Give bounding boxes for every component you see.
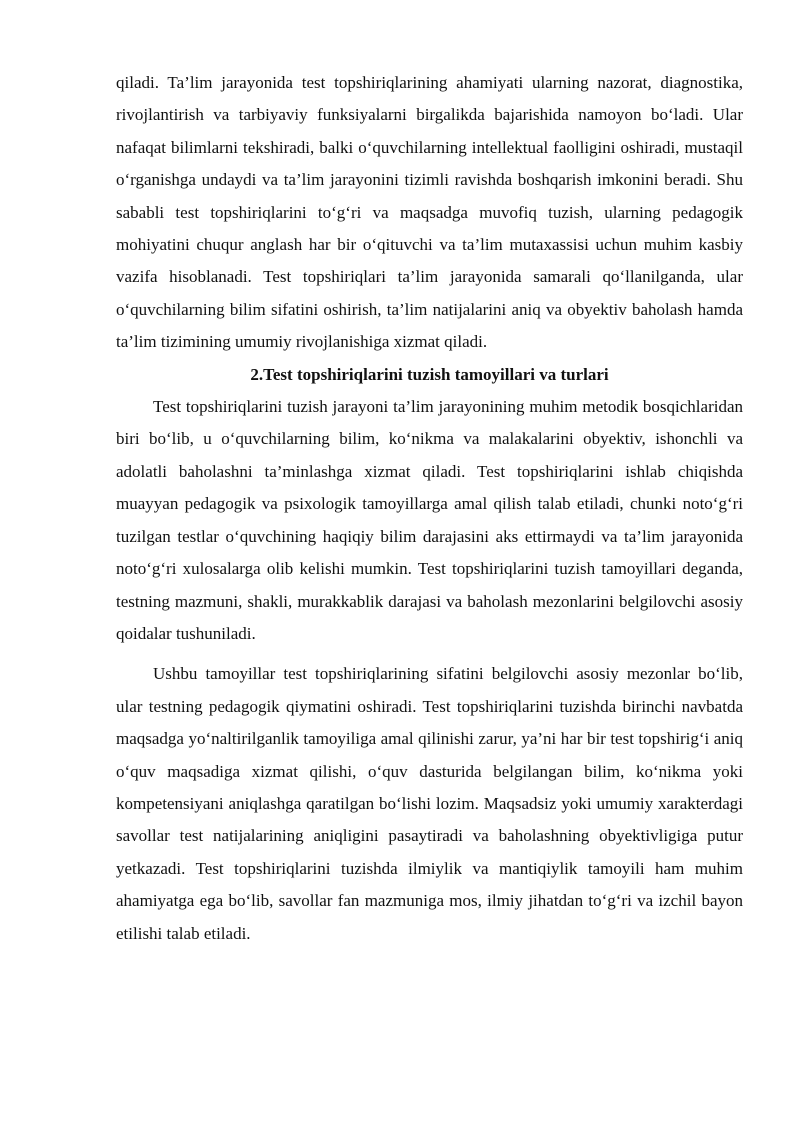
section-heading: 2.Test topshiriqlarini tuzish tamoyillari va turlari <box>250 364 609 384</box>
document-page <box>116 67 743 950</box>
paragraph-intro-continuation: qiladi. Ta’lim jarayonida test topshiriqlarining ahamiyati ularning nazorat, diagnostika, rivojlantirish va tarbiyaviy funksiyalarni birgalikda bajarishida namoyon bo‘ladi. Ular nafaqat bilimlarni tekshiradi, balki o‘quvchilarning intellektual faolligini oshiradi, mustaqil o‘rganishga undaydi va ta’lim jarayonini tizimli ravishda boshqarish imkonini beradi. Shu sababli test topshiriqlarini to‘g‘ri va maqsadga muvofiq tuzish, ularning pedagogik mohiyatini chuqur anglash har bir o‘qituvchi va ta’lim mutaxassisi uchun muhim kasbiy vazifa hisoblanadi. Test topshiriqlari ta’lim jarayonida samarali qo‘llanilganda, ular o‘quvchilarning bilim sifatini oshirish, ta’lim natijalarini aniq va obyektiv baholash hamda ta’lim tizimining umumiy rivojlanishiga xizmat qiladi. <box>116 73 743 352</box>
paragraph-principles-detail: Ushbu tamoyillar test topshiriqlarining sifatini belgilovchi asosiy mezonlar bo‘lib, ular testning pedagogik qiymatini oshiradi. Test topshiriqlarini tuzishda birinchi navbatda maqsadga yo‘naltirilganlik tamoyiliga amal qilinishi zarur, ya’ni har bir test topshirig‘i aniq o‘quv maqsadiga xizmat qilishi, o‘quv dasturida belgilangan bilim, ko‘nikma yoki kompetensiyani aniqlashga qaratilgan bo‘lishi lozim. Maqsadsiz yoki umumiy xarakterdagi savollar test natijalarining aniqligini pasaytiradi va baholashning obyektivligiga putur yetkazadi. Test topshiriqlarini tuzishda ilmiylik va mantiqiylik tamoyili ham muhim ahamiyatga ega bo‘lib, savollar fan mazmuniga mos, ilmiy jihatdan to‘g‘ri va izchil bayon etilishi talab etiladi. <box>116 664 743 943</box>
paragraph-principles-intro: Test topshiriqlarini tuzish jarayoni ta’lim jarayonining muhim metodik bosqichlaridan biri bo‘lib, u o‘quvchilarning bilim, ko‘nikma va malakalarini obyektiv, ishonchli va adolatli baholashni ta’minlashga xizmat qiladi. Test topshiriqlarini ishlab chiqishda muayyan pedagogik va psixologik tamoyillarga amal qilish talab etiladi, chunki noto‘g‘ri tuzilgan testlar o‘quvchining haqiqiy bilim darajasini aks ettirmaydi va ta’lim jarayonida noto‘g‘ri xulosalarga olib kelishi mumkin. Test topshiriqlarini tuzish tamoyillari deganda, testning mazmuni, shakli, murakkablik darajasi va baholash mezonlarini belgilovchi asosiy qoidalar tushuniladi. <box>116 397 743 643</box>
